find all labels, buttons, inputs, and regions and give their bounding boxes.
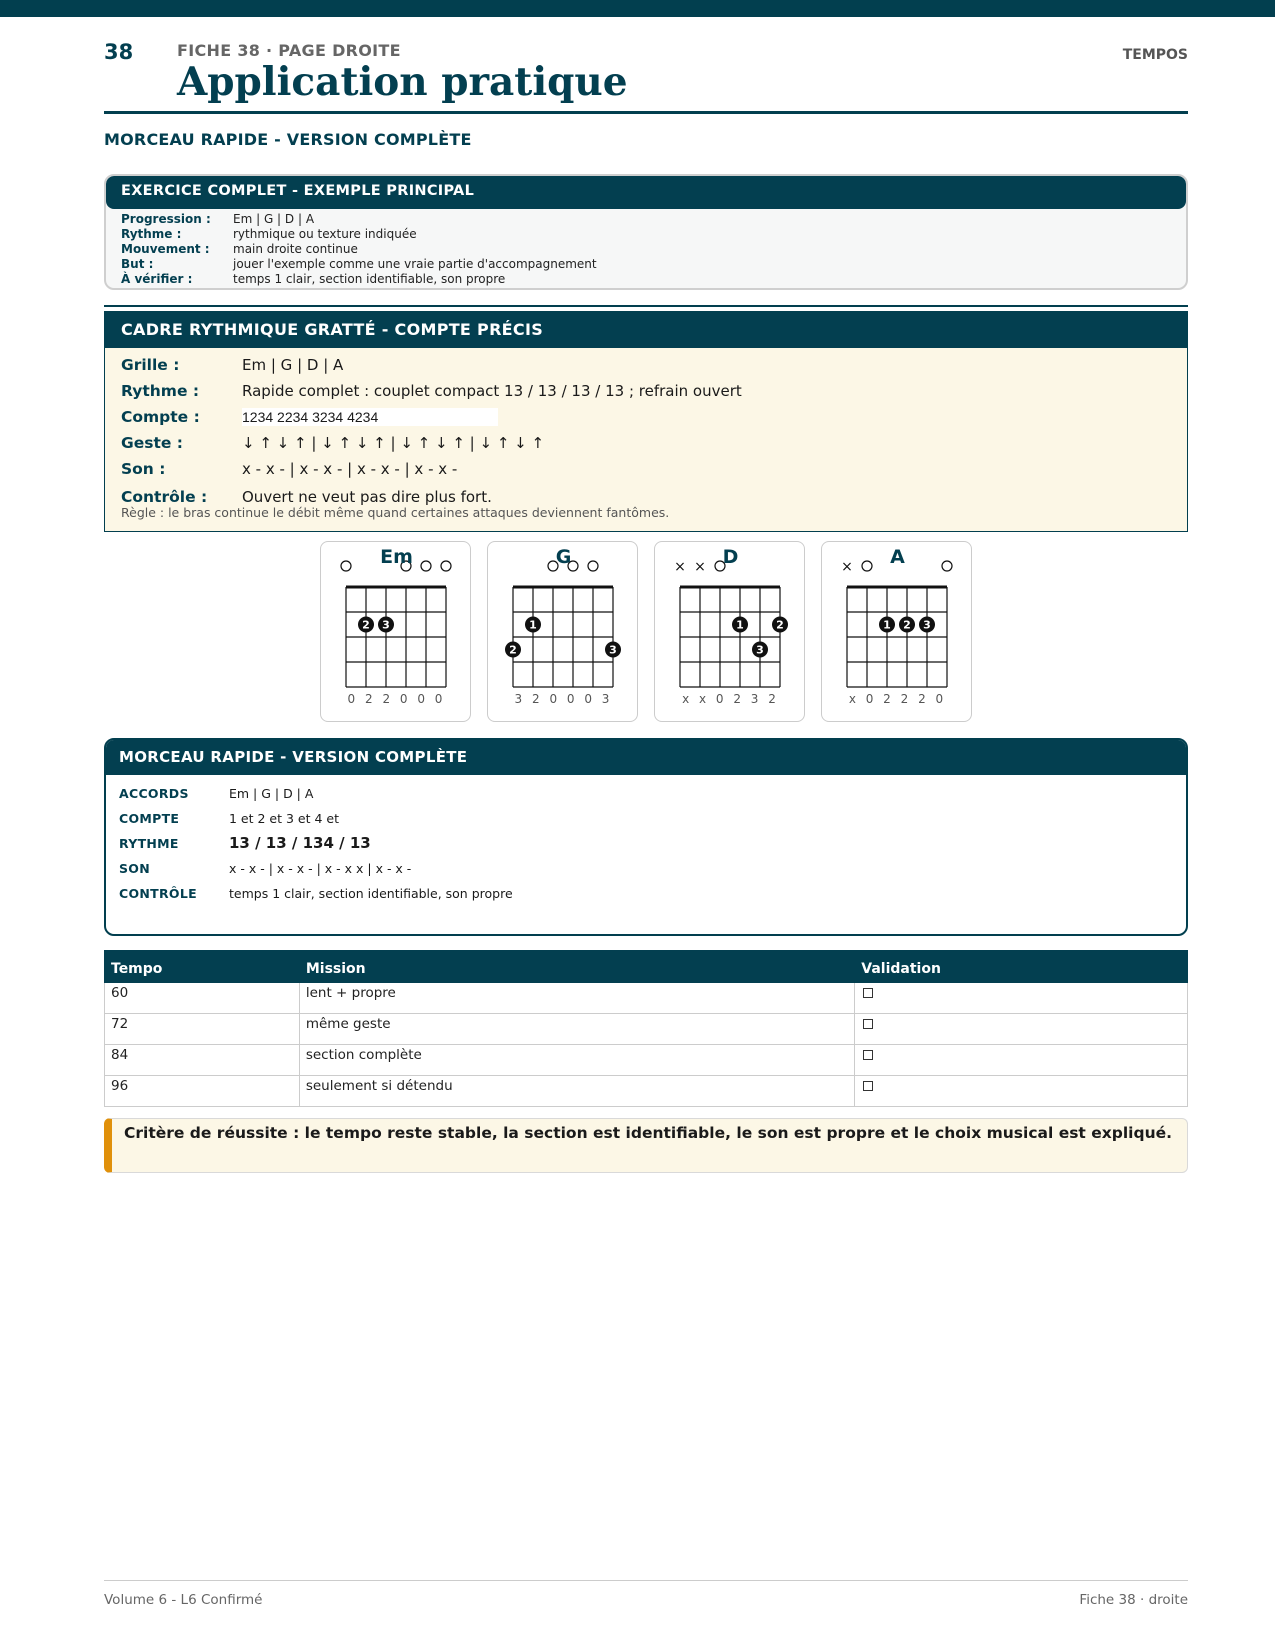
chord-code: 3 2 0 0 0 3 <box>514 692 613 706</box>
exercise-key: Rythme : <box>121 227 182 241</box>
section-subtitle: MORCEAU RAPIDE - VERSION COMPLÈTE <box>104 130 472 149</box>
muted-string-marker: × <box>694 559 706 575</box>
tempo-cell: 60 <box>105 983 300 1014</box>
rhythm-key: Geste : <box>121 434 183 452</box>
morceau-row <box>119 786 313 801</box>
rhythm-frame <box>104 311 1188 532</box>
chord-name: G <box>555 546 572 568</box>
success-criterion: Critère de réussite : le tempo reste stable, la section est identifiable, le son est propre et le choix musical est expliqué. <box>104 1118 1188 1173</box>
table-row <box>105 983 1188 1014</box>
rhythm-key: Rythme : <box>121 382 200 400</box>
rhythm-frame-divider <box>104 305 1188 307</box>
validation-checkbox[interactable] <box>863 1050 873 1060</box>
exercise-value: temps 1 clair, section identifiable, son propre <box>233 272 506 286</box>
finger-number: 1 <box>883 618 891 632</box>
column-header-tempo: Tempo <box>105 951 300 983</box>
rhythm-value: 1234 2234 3234 4234 <box>242 408 498 426</box>
chord-name: A <box>890 546 905 568</box>
morceau-value: Em | G | D | A <box>229 786 314 801</box>
table-row <box>105 1045 1188 1076</box>
chord-code: x 0 2 2 2 0 <box>848 692 947 706</box>
exercise-row <box>121 212 1186 227</box>
rhythm-row-geste <box>121 434 544 452</box>
exercise-key: À vérifier : <box>121 272 193 286</box>
chord-diagram-d <box>654 541 805 722</box>
finger-number: 3 <box>382 618 390 632</box>
chord-name: Em <box>380 546 413 568</box>
tempo-cell: 84 <box>105 1045 300 1076</box>
finger-number: 1 <box>529 618 537 632</box>
morceau-value: 1 et 2 et 3 et 4 et <box>229 811 339 826</box>
exercise-row <box>121 257 1186 272</box>
tempo-cell: 96 <box>105 1076 300 1107</box>
page-title: Application pratique <box>177 59 628 105</box>
rhythm-key: Son : <box>121 460 166 478</box>
mission-cell: seulement si détendu <box>299 1076 854 1107</box>
morceau-key: CONTRÔLE <box>119 886 197 901</box>
rhythm-rule: Règle : le bras continue le débit même quand certaines attaques deviennent fantômes. <box>121 505 670 520</box>
mission-cell: même geste <box>299 1014 854 1045</box>
exercise-value: main droite continue <box>233 242 358 256</box>
rhythm-row-grille <box>121 356 343 374</box>
rhythm-value: Em | G | D | A <box>242 356 344 374</box>
chord-diagram-em <box>320 541 471 722</box>
section-tag: TEMPOS <box>1122 47 1188 63</box>
morceau-key: SON <box>119 861 150 876</box>
finger-number: 2 <box>509 643 517 657</box>
morceau-value: 13 / 13 / 134 / 13 <box>229 834 371 852</box>
morceau-row <box>119 834 371 852</box>
mission-cell: lent + propre <box>299 983 854 1014</box>
rhythm-frame-heading: CADRE RYTHMIQUE GRATTÉ - COMPTE PRÉCIS <box>105 312 1187 348</box>
exercise-row <box>121 272 1186 287</box>
exercise-key: But : <box>121 257 154 271</box>
page-number: 38 <box>104 40 134 64</box>
rhythm-row-rythme <box>121 382 742 400</box>
validation-cell <box>855 1014 1188 1045</box>
chord-diagram-a <box>821 541 972 722</box>
morceau-card <box>104 738 1188 936</box>
validation-checkbox[interactable] <box>863 988 873 998</box>
column-header-validation: Validation <box>855 951 1188 983</box>
exercise-value: Em | G | D | A <box>233 212 315 226</box>
morceau-heading: MORCEAU RAPIDE - VERSION COMPLÈTE <box>106 740 1186 775</box>
rhythm-value: x - x - | x - x - | x - x - | x - x - <box>242 460 458 478</box>
exercise-key: Mouvement : <box>121 242 210 256</box>
rhythm-key: Compte : <box>121 408 200 426</box>
footer-volume: Volume 6 - L6 Confirmé <box>104 1592 263 1608</box>
morceau-value: x - x - | x - x - | x - x x | x - x - <box>229 861 412 876</box>
finger-number: 2 <box>903 618 911 632</box>
tempo-table <box>104 950 1188 1107</box>
finger-number: 3 <box>923 618 931 632</box>
rhythm-value: Ouvert ne veut pas dire plus fort. <box>242 488 492 506</box>
finger-number: 1 <box>736 618 744 632</box>
column-header-mission: Mission <box>299 951 854 983</box>
fiche-label: FICHE 38 · PAGE DROITE <box>177 41 401 60</box>
morceau-value: temps 1 clair, section identifiable, son propre <box>229 886 513 901</box>
mission-cell: section complète <box>299 1045 854 1076</box>
validation-checkbox[interactable] <box>863 1081 873 1091</box>
chord-code: x x 0 2 3 2 <box>682 692 779 706</box>
exercise-key: Progression : <box>121 212 211 226</box>
finger-number: 2 <box>776 618 784 632</box>
chord-name: D <box>722 546 739 568</box>
validation-cell <box>855 1076 1188 1107</box>
validation-checkbox[interactable] <box>863 1019 873 1029</box>
morceau-key: COMPTE <box>119 811 180 826</box>
chord-diagram-g <box>487 541 638 722</box>
exercise-row <box>121 227 1186 242</box>
exercise-card <box>104 174 1188 290</box>
validation-cell <box>855 1045 1188 1076</box>
morceau-row <box>119 811 339 826</box>
header-divider <box>104 111 1188 114</box>
rhythm-row-son <box>121 460 457 478</box>
top-color-bar <box>0 0 1275 17</box>
morceau-row <box>119 861 411 876</box>
chord-code: 0 2 2 0 0 0 <box>347 692 446 706</box>
exercise-row <box>121 242 1186 257</box>
rhythm-key: Contrôle : <box>121 488 208 506</box>
rhythm-key: Grille : <box>121 356 180 374</box>
muted-string-marker: × <box>674 559 686 575</box>
rhythm-row-compte <box>121 408 498 426</box>
morceau-row <box>119 886 513 901</box>
validation-cell <box>855 983 1188 1014</box>
exercise-value: jouer l'exemple comme une vraie partie d'accompagnement <box>233 257 597 271</box>
table-header-row <box>105 951 1188 983</box>
muted-string-marker: × <box>841 559 853 575</box>
footer-fiche: Fiche 38 · droite <box>1079 1592 1188 1608</box>
rhythm-value: ↓ ↑ ↓ ↑ | ↓ ↑ ↓ ↑ | ↓ ↑ ↓ ↑ | ↓ ↑ ↓ ↑ <box>242 434 545 452</box>
exercise-heading: EXERCICE COMPLET - EXEMPLE PRINCIPAL <box>106 176 1186 209</box>
tempo-cell: 72 <box>105 1014 300 1045</box>
morceau-key: RYTHME <box>119 836 179 851</box>
rhythm-value: Rapide complet : couplet compact 13 / 13 / 13 / 13 ; refrain ouvert <box>242 382 742 400</box>
finger-number: 2 <box>362 618 370 632</box>
rhythm-row-controle <box>121 488 492 506</box>
table-row <box>105 1014 1188 1045</box>
footer-divider <box>104 1580 1188 1581</box>
morceau-key: ACCORDS <box>119 786 189 801</box>
finger-number: 3 <box>609 643 617 657</box>
finger-number: 3 <box>756 643 764 657</box>
exercise-value: rythmique ou texture indiquée <box>233 227 417 241</box>
table-row <box>105 1076 1188 1107</box>
